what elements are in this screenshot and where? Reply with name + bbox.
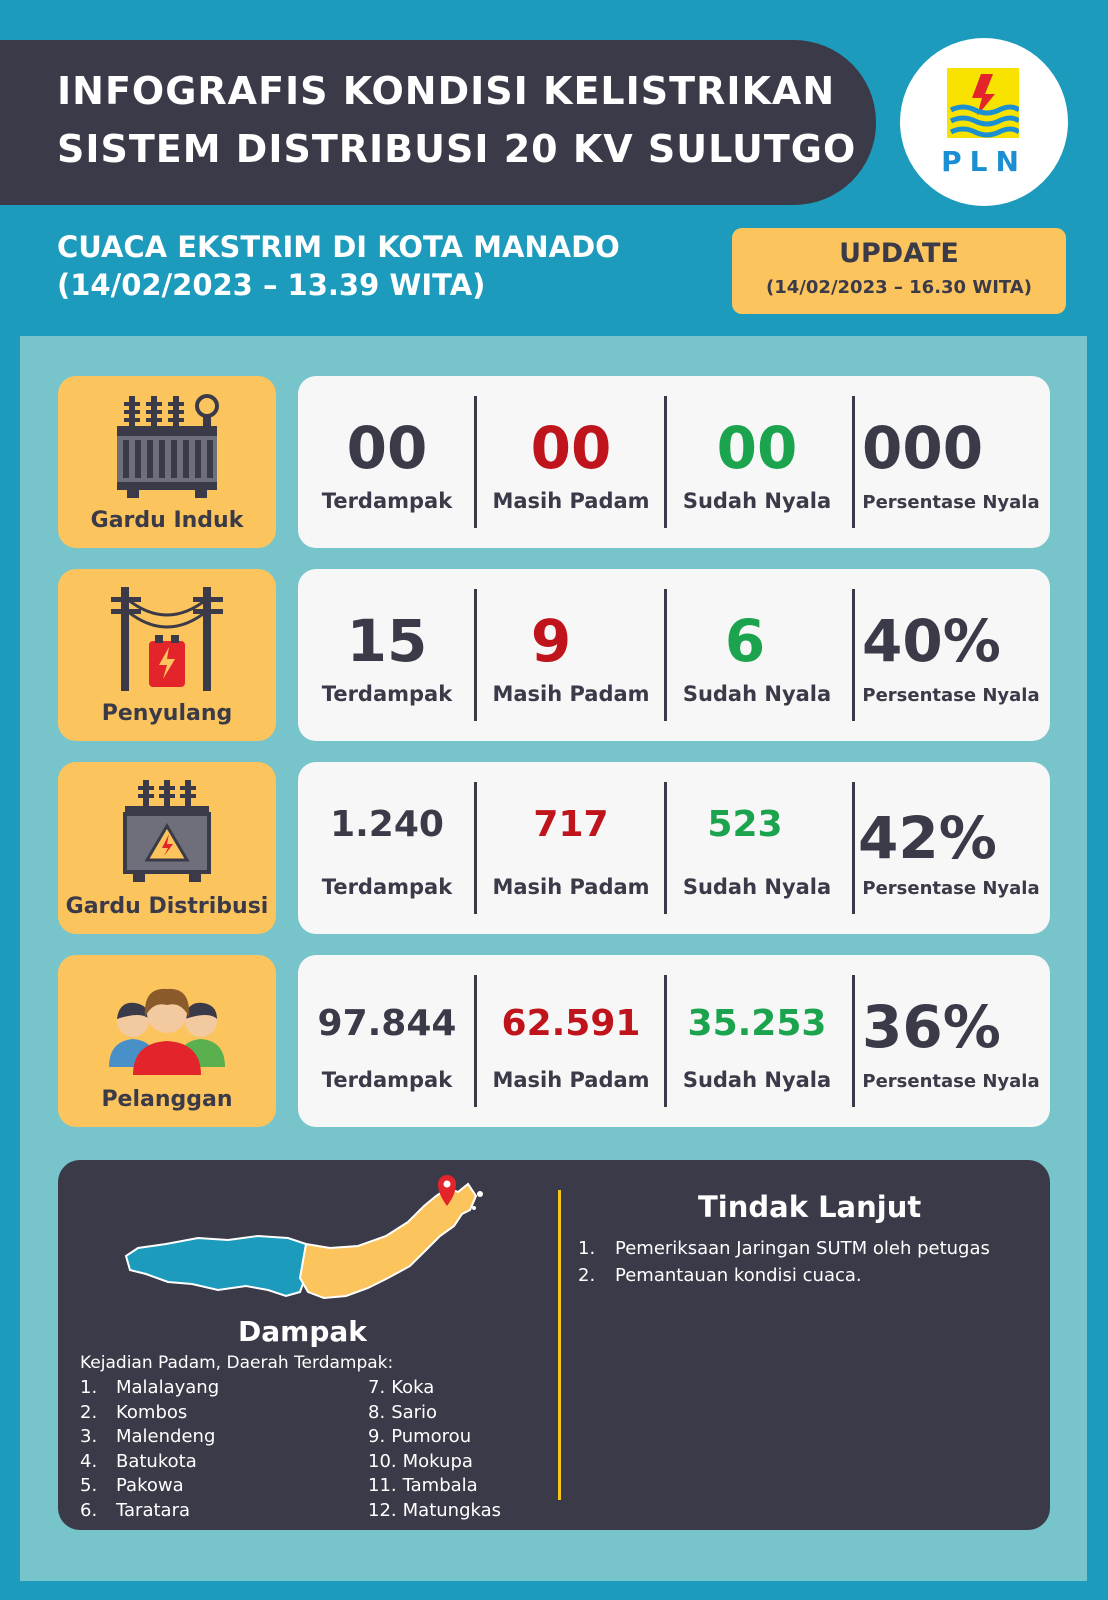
pln-logo-text: PLN [941,145,1027,178]
stat-masih-padam [478,955,664,1127]
tindak-lanjut-title: Tindak Lanjut [698,1190,922,1224]
update-badge [732,228,1066,314]
stat-persentase-nyala [856,376,1046,548]
pln-logo-mark [947,68,1019,138]
stat-value: 000 [862,414,984,482]
stat-label: Terdampak [321,682,453,706]
stat-masih-padam [478,569,664,741]
stat-label: Masih Padam [492,1068,650,1092]
stat-persentase-nyala [856,762,1046,934]
sulut-map [118,1174,498,1314]
divider [852,975,855,1107]
dampak-subtitle: Kejadian Padam, Daerah Terdampak: [80,1353,394,1373]
customers-icon [107,967,227,1079]
distribution-transformer-icon [107,774,227,886]
stat-label: Sudah Nyala [682,682,832,706]
category-card-pelanggan [58,955,276,1127]
page-title-line1: INFOGRAFIS KONDISI KELISTRIKAN [57,69,836,113]
stat-sudah-nyala [668,569,846,741]
stat-masih-padam [478,762,664,934]
list-item: 2. Kombos [80,1401,188,1423]
page-title-line2: SISTEM DISTRIBUSI 20 KV SULUTGO [57,127,857,171]
stat-label: Masih Padam [492,489,650,513]
category-label: Gardu Distribusi [65,894,269,919]
category-card-penyulang [58,569,276,741]
list-item: 4. Batukota [80,1450,197,1472]
list-item: 8. Sario [368,1401,438,1423]
category-label: Pelanggan [101,1087,233,1112]
stat-masih-padam [478,376,664,548]
stat-label: Terdampak [321,1068,453,1092]
stat-value: 35.253 [687,1003,827,1044]
divider [664,396,667,528]
divider [474,975,477,1107]
info-panel [58,1160,1050,1530]
stat-sudah-nyala [668,955,846,1127]
stat-value: 36% [862,993,1001,1061]
pln-logo [900,38,1068,206]
stat-value: 97.844 [317,1003,457,1044]
stat-value: 42% [858,804,997,872]
list-item: 1. Pemeriksaan Jaringan SUTM oleh petugas [578,1238,990,1259]
divider [852,396,855,528]
stat-label: Persentase Nyala [862,878,1040,899]
stat-terdampak [298,955,476,1127]
stats-card-pelanggan [298,955,1050,1127]
title-banner [0,40,876,205]
stat-terdampak [298,762,476,934]
stat-label: Persentase Nyala [862,1071,1040,1092]
divider [852,589,855,721]
stats-card-penyulang [298,569,1050,741]
power-transformer-icon [107,388,227,500]
stat-value: 1.240 [330,804,444,845]
affected-areas-list-left [80,1376,219,1523]
list-item: 11. Tambala [368,1475,478,1496]
stat-label: Sudah Nyala [682,489,832,513]
stat-sudah-nyala [668,376,846,548]
stat-value: 62.591 [501,1003,641,1044]
affected-areas-list-right [368,1376,501,1523]
main-panel [20,336,1087,1581]
stat-label: Sudah Nyala [682,1068,832,1092]
stat-persentase-nyala [856,955,1046,1127]
divider [474,396,477,528]
dampak-title: Dampak [238,1315,367,1348]
stat-persentase-nyala [856,569,1046,741]
list-item: 5. Pakowa [80,1475,184,1496]
stat-terdampak [298,376,476,548]
tindak-lanjut-list [578,1235,990,1289]
update-title: UPDATE [839,238,959,269]
list-item: 7. Koka [368,1377,435,1398]
stat-value: 6 [724,607,766,675]
event-time: (14/02/2023 – 13.39 WITA) [57,268,486,302]
list-item: 12. Matungkas [368,1499,502,1521]
power-line-icon [107,581,227,693]
divider [852,782,855,914]
stats-card-gardu-induk [298,376,1050,548]
divider [664,975,667,1107]
stat-value: 9 [530,607,572,675]
event-title: CUACA EKSTRIM DI KOTA MANADO [57,230,620,264]
divider [664,782,667,914]
category-card-gardu-induk [58,376,276,548]
divider [474,782,477,914]
list-item: 6. Taratara [80,1499,190,1521]
list-item: 1. Malalayang [80,1377,220,1398]
stat-label: Masih Padam [492,682,650,706]
update-time: (14/02/2023 – 16.30 WITA) [766,277,1032,298]
stat-label: Terdampak [321,489,453,513]
stat-value: 00 [530,414,612,482]
stat-label: Persentase Nyala [862,685,1040,706]
stat-label: Sudah Nyala [682,875,832,899]
stat-value: 523 [707,804,783,845]
category-label: Gardu Induk [90,508,244,533]
stat-terdampak [298,569,476,741]
list-item: 2. Pemantauan kondisi cuaca. [578,1265,862,1286]
stat-label: Masih Padam [492,875,650,899]
stat-value: 40% [862,607,1001,675]
category-card-gardu-distribusi [58,762,276,934]
category-label: Penyulang [101,701,233,726]
stat-value: 00 [716,414,798,482]
stat-value: 00 [346,414,428,482]
stat-label: Persentase Nyala [862,492,1040,513]
list-item: 10. Mokupa [368,1450,473,1472]
section-divider [558,1190,561,1500]
list-item: 9. Pumorou [368,1426,472,1447]
stat-value: 717 [533,804,609,845]
stats-card-gardu-distribusi [298,762,1050,934]
list-item: 3. Malendeng [80,1426,216,1447]
stat-sudah-nyala [668,762,846,934]
stat-value: 15 [346,607,428,675]
stat-label: Terdampak [321,875,453,899]
